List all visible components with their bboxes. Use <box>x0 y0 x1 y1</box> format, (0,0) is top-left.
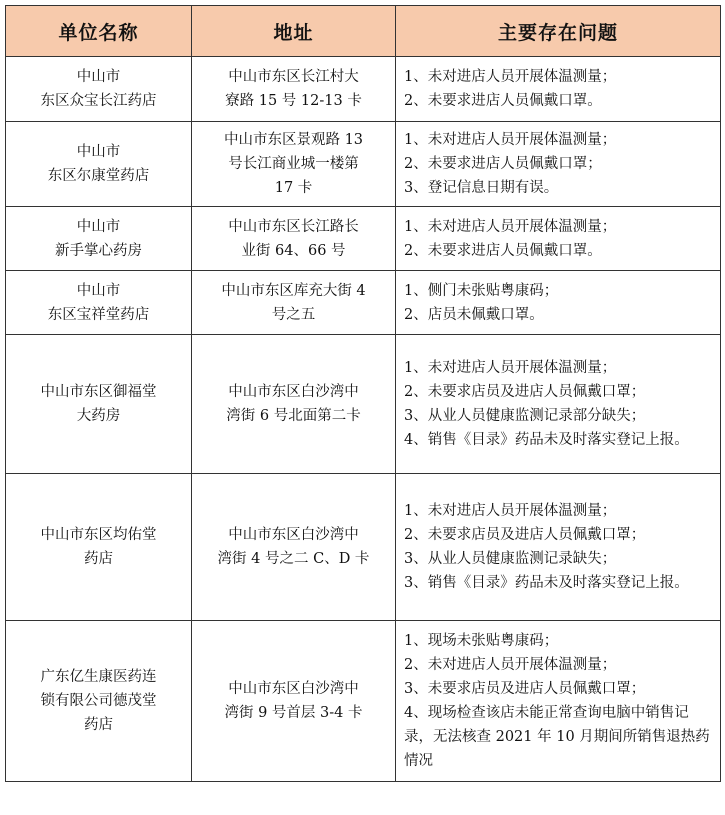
inspection-results-table <box>5 5 721 782</box>
unit-name-line: 中山市东区均佑堂 <box>40 527 157 543</box>
address-line: 湾街 4 号之二 C、D 卡 <box>217 551 370 567</box>
issues-cell <box>396 474 721 621</box>
address-line: 业街 64、66 号 <box>241 242 346 259</box>
unit-name-cell <box>6 621 192 782</box>
issue-item: 1、未对进店人员开展体温测量； <box>404 132 617 148</box>
issue-item: 1、未对进店人员开展体温测量； <box>404 69 617 85</box>
issue-item: 3、销售《目录》药品未及时落实登记上报。 <box>404 575 689 591</box>
address-line: 湾街 6 号北面第二卡 <box>226 408 361 424</box>
issue-item: 1、未对进店人员开展体温测量； <box>404 503 617 519</box>
unit-name-line: 中山市 <box>76 144 121 160</box>
unit-name-line: 大药房 <box>76 408 121 424</box>
issue-item: 2、未要求店员及进店人员佩戴口罩； <box>404 527 646 543</box>
issue-item: 4、销售《目录》药品未及时落实登记上报。 <box>404 432 689 448</box>
unit-name-line: 药店 <box>84 717 113 733</box>
address-line: 中山市东区景观路 13 <box>223 132 364 148</box>
issue-item: 3、未要求店员及进店人员佩戴口罩； <box>404 681 646 697</box>
address-cell <box>192 122 396 207</box>
address-line: 中山市东区长江村大 <box>228 69 359 85</box>
unit-name-line: 东区尔康堂药店 <box>47 168 150 184</box>
header-main-issues: 主要存在问题 <box>396 6 721 57</box>
table-row <box>6 122 721 207</box>
issues-cell <box>396 207 721 271</box>
table-row <box>6 621 721 782</box>
unit-name-cell <box>6 335 192 474</box>
address-line: 号之五 <box>271 306 316 323</box>
address-cell <box>192 207 396 271</box>
address-line: 17 卡 <box>274 180 313 196</box>
unit-name-line: 中山市 <box>76 282 121 299</box>
address-line: 中山市东区长江路长 <box>228 218 359 235</box>
header-unit-name: 单位名称 <box>6 6 192 57</box>
unit-name-line: 东区宝祥堂药店 <box>47 306 150 323</box>
table-header-row <box>6 6 721 57</box>
address-line: 中山市东区库充大街 4 <box>221 282 366 299</box>
unit-name-cell <box>6 474 192 621</box>
address-cell <box>192 57 396 122</box>
issue-item: 1、未对进店人员开展体温测量； <box>404 218 617 235</box>
address-line: 寮路 15 号 12-13 卡 <box>225 93 362 109</box>
issue-item: 1、现场未张贴粤康码； <box>404 633 559 649</box>
issue-item: 2、未对进店人员开展体温测量； <box>404 657 617 673</box>
issues-cell <box>396 122 721 207</box>
table-row <box>6 57 721 122</box>
issue-item: 1、未对进店人员开展体温测量； <box>404 360 617 376</box>
unit-name-line: 锁有限公司德茂堂 <box>40 693 157 709</box>
address-cell <box>192 271 396 335</box>
unit-name-line: 中山市 <box>76 69 121 85</box>
issue-item: 3、从业人员健康监测记录缺失； <box>404 551 617 567</box>
issue-item: 3、从业人员健康监测记录部分缺失； <box>404 408 646 424</box>
issue-item: 2、未要求店员及进店人员佩戴口罩； <box>404 384 646 400</box>
issue-item: 2、未要求进店人员佩戴口罩； <box>404 156 602 172</box>
address-cell <box>192 621 396 782</box>
address-line: 中山市东区白沙湾中 <box>228 527 359 543</box>
unit-name-cell <box>6 271 192 335</box>
address-line: 中山市东区白沙湾中 <box>228 681 359 697</box>
issues-cell <box>396 621 721 782</box>
unit-name-cell <box>6 122 192 207</box>
address-line: 中山市东区白沙湾中 <box>228 384 359 400</box>
issue-item: 2、未要求进店人员佩戴口罩。 <box>404 242 602 259</box>
unit-name-line: 药店 <box>84 551 113 567</box>
inspection-table-container <box>5 5 721 782</box>
issue-item: 4、现场检查该店未能正常查询电脑中销售记录，无法核查 2021 年 10 月期间所销售退热药情况 <box>404 705 710 769</box>
table-row <box>6 207 721 271</box>
address-line: 号长江商业城一楼第 <box>228 156 359 172</box>
issues-cell <box>396 57 721 122</box>
table-row <box>6 335 721 474</box>
unit-name-line: 广东亿生康医药连 <box>40 669 157 685</box>
issue-item: 2、店员未佩戴口罩。 <box>404 306 544 323</box>
unit-name-line: 中山市 <box>76 218 121 235</box>
address-cell <box>192 335 396 474</box>
unit-name-cell <box>6 57 192 122</box>
table-row <box>6 474 721 621</box>
unit-name-line: 中山市东区御福堂 <box>40 384 157 400</box>
address-cell <box>192 474 396 621</box>
issue-item: 1、侧门未张贴粤康码； <box>404 282 559 299</box>
table-row <box>6 271 721 335</box>
issue-item: 2、未要求进店人员佩戴口罩。 <box>404 93 602 109</box>
unit-name-line: 东区众宝长江药店 <box>40 93 157 109</box>
issues-cell <box>396 335 721 474</box>
unit-name-cell <box>6 207 192 271</box>
issues-cell <box>396 271 721 335</box>
header-address: 地址 <box>192 6 396 57</box>
address-line: 湾街 9 号首层 3-4 卡 <box>224 705 363 721</box>
unit-name-line: 新手掌心药房 <box>55 242 142 259</box>
issue-item: 3、登记信息日期有误。 <box>404 180 559 196</box>
